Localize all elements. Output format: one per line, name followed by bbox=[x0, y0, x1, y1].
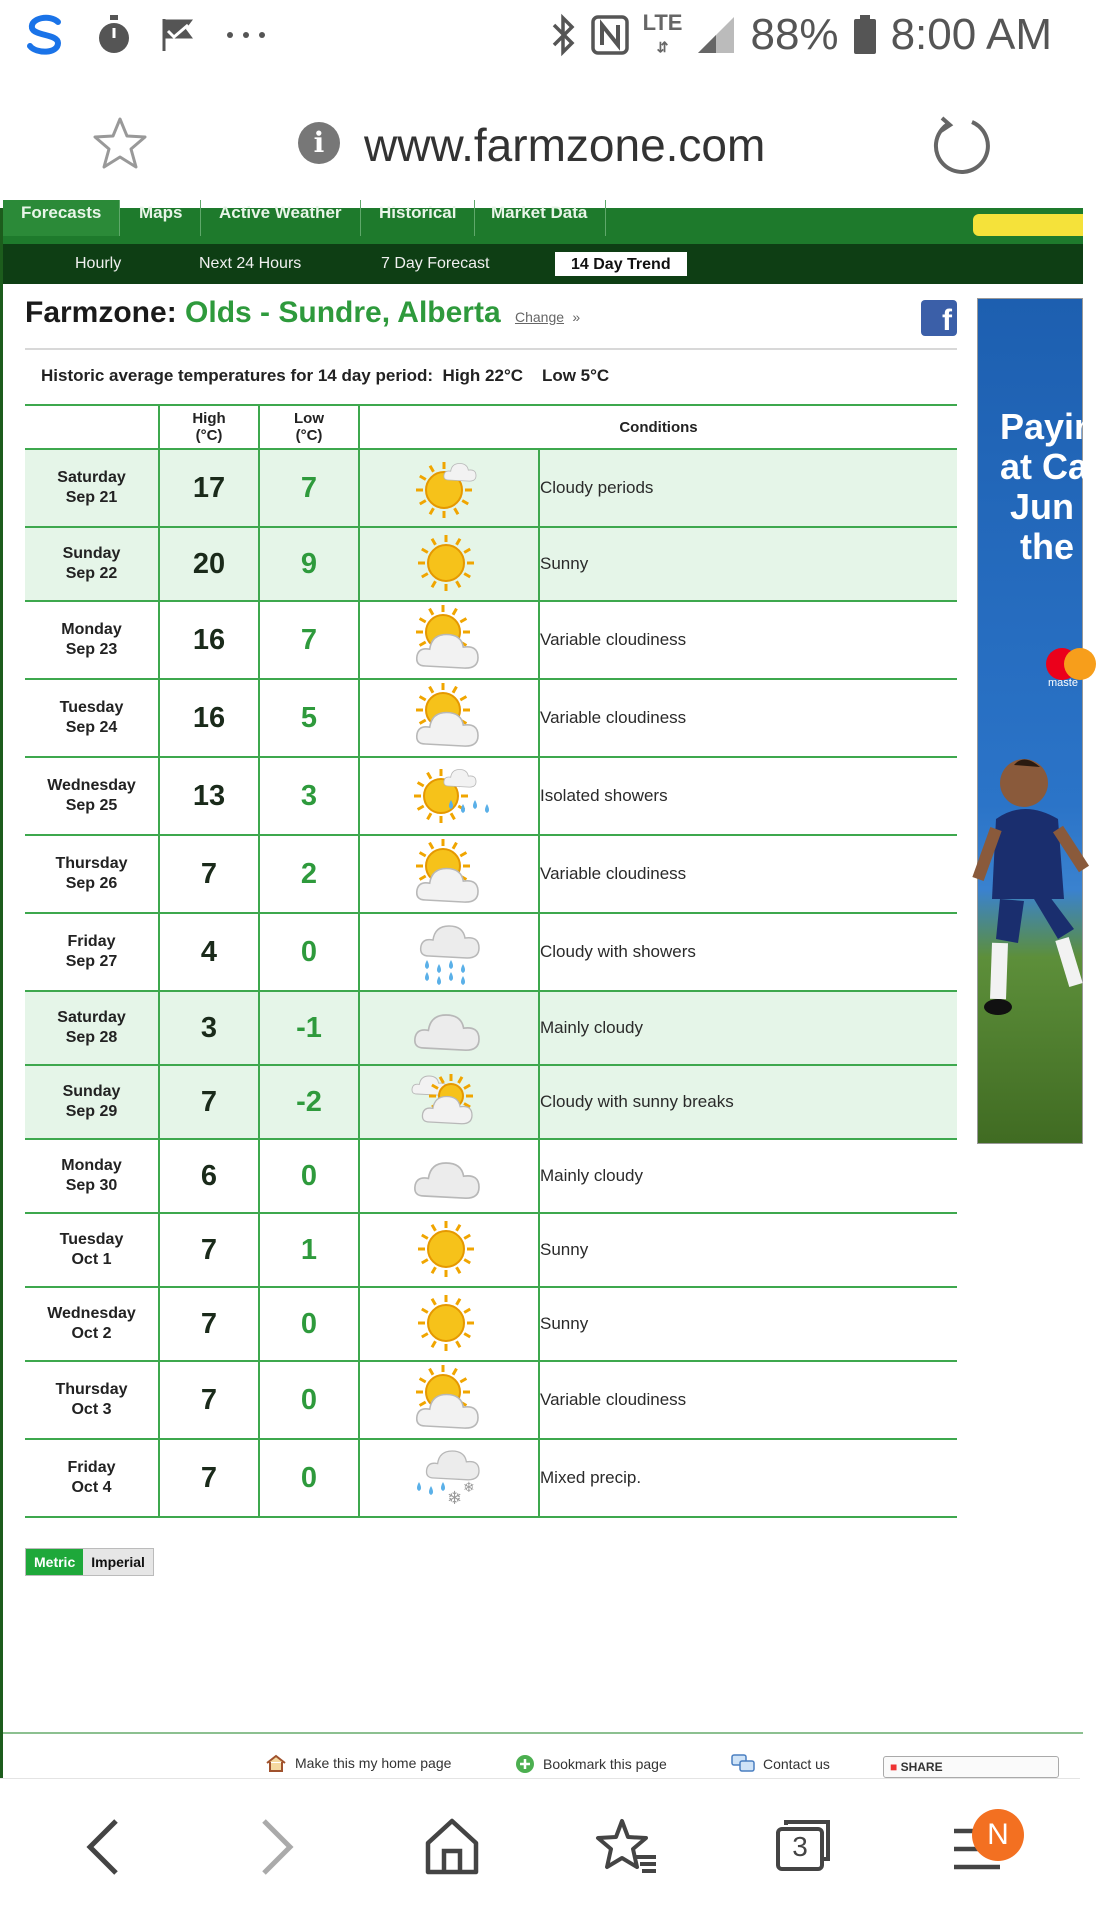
stopwatch-icon bbox=[96, 15, 132, 55]
sun-bigcloud-icon bbox=[359, 1361, 539, 1439]
low-temp: 0 bbox=[259, 1139, 359, 1213]
tab-14-day-trend[interactable]: 14 Day Trend bbox=[555, 252, 687, 276]
table-row bbox=[25, 835, 957, 913]
high-temp: 7 bbox=[159, 835, 259, 913]
high-temp: 16 bbox=[159, 679, 259, 757]
svg-text:❄: ❄ bbox=[447, 1488, 463, 1508]
cloud-icon bbox=[359, 991, 539, 1065]
conditions-text: Mainly cloudy bbox=[539, 1139, 957, 1213]
day-date: Sep 28 bbox=[65, 1029, 118, 1046]
site-name: Farmzone: bbox=[25, 296, 177, 329]
nav-market-data[interactable]: Market Data bbox=[473, 200, 606, 236]
unit-toggle bbox=[25, 1548, 154, 1576]
high-temp: 20 bbox=[159, 527, 259, 601]
day-cell bbox=[25, 1065, 159, 1139]
status-bar bbox=[0, 0, 1080, 78]
day-date: Sep 24 bbox=[65, 719, 118, 736]
day-cell bbox=[25, 835, 159, 913]
day-name: Thursday bbox=[55, 1381, 128, 1398]
home-page-link[interactable] bbox=[265, 1754, 451, 1772]
ad-line: Payin bbox=[1000, 406, 1096, 447]
day-cell bbox=[25, 601, 159, 679]
ad-line: at Ca bbox=[1000, 446, 1089, 487]
sun-bigcloud-icon bbox=[359, 601, 539, 679]
mixed-icon bbox=[359, 1439, 539, 1517]
day-date: Sep 25 bbox=[65, 797, 118, 814]
reload-icon[interactable] bbox=[928, 114, 992, 178]
high-temp: 4 bbox=[159, 913, 259, 991]
day-date: Sep 23 bbox=[65, 641, 118, 658]
conditions-text: Sunny bbox=[539, 1213, 957, 1287]
header-low-unit: (°C) bbox=[295, 427, 323, 444]
sun-bigcloud-icon bbox=[359, 835, 539, 913]
sun-bigcloud-icon bbox=[359, 679, 539, 757]
plus-circle-icon bbox=[515, 1754, 535, 1774]
conditions-text: Mainly cloudy bbox=[539, 991, 957, 1065]
low-temp: 7 bbox=[259, 449, 359, 527]
header-high bbox=[159, 405, 259, 449]
day-name: Tuesday bbox=[59, 699, 124, 716]
ad-line: the bbox=[1020, 526, 1074, 567]
high-temp: 16 bbox=[159, 601, 259, 679]
share-label: SHARE bbox=[900, 1760, 943, 1774]
historic-label: Historic average temperatures for 14 day period: bbox=[41, 366, 434, 385]
tab-7-day-forecast[interactable]: 7 Day Forecast bbox=[381, 255, 490, 272]
low-temp: -1 bbox=[259, 991, 359, 1065]
clock: 8:00 AM bbox=[890, 10, 1052, 59]
day-name: Friday bbox=[67, 933, 116, 950]
tab-hourly[interactable]: Hourly bbox=[75, 255, 122, 272]
day-date: Sep 29 bbox=[65, 1103, 118, 1120]
day-name: Wednesday bbox=[47, 1305, 136, 1322]
tabs-button[interactable] bbox=[774, 1819, 832, 1871]
header-low bbox=[259, 405, 359, 449]
nav-active-weather[interactable]: Active Weather bbox=[201, 200, 361, 236]
bookmark-star-icon[interactable] bbox=[92, 116, 148, 170]
profile-badge[interactable]: N bbox=[972, 1809, 1024, 1861]
day-cell bbox=[25, 527, 159, 601]
header-high-label: High bbox=[192, 410, 226, 427]
share-button[interactable]: ■ SHARE bbox=[883, 1756, 1059, 1778]
low-temp: 0 bbox=[259, 913, 359, 991]
high-temp: 17 bbox=[159, 449, 259, 527]
low-temp: 9 bbox=[259, 527, 359, 601]
header-high-unit: (°C) bbox=[195, 427, 223, 444]
secondary-nav bbox=[3, 244, 1083, 284]
cloud-icon bbox=[359, 1139, 539, 1213]
location-name: Olds - Sundre, Alberta bbox=[185, 296, 501, 329]
day-date: Sep 21 bbox=[65, 489, 118, 506]
tab-next-24-hours[interactable]: Next 24 Hours bbox=[199, 255, 302, 272]
forward-arrow-icon[interactable] bbox=[258, 1817, 298, 1877]
table-row bbox=[25, 991, 957, 1065]
conditions-text: Cloudy periods bbox=[539, 449, 957, 527]
web-page bbox=[0, 203, 1096, 1778]
signal-icon bbox=[696, 15, 736, 55]
day-cell bbox=[25, 449, 159, 527]
primary-nav bbox=[3, 203, 1083, 244]
high-temp: 7 bbox=[159, 1439, 259, 1517]
low-temp: 0 bbox=[259, 1361, 359, 1439]
low-temp: 0 bbox=[259, 1287, 359, 1361]
day-name: Monday bbox=[61, 621, 122, 638]
table-row bbox=[25, 1361, 957, 1439]
sun-cloud-icon bbox=[359, 449, 539, 527]
conditions-text: Sunny bbox=[539, 1287, 957, 1361]
conditions-text: Cloudy with showers bbox=[539, 913, 957, 991]
high-temp: 7 bbox=[159, 1065, 259, 1139]
conditions-text: Variable cloudiness bbox=[539, 679, 957, 757]
table-row bbox=[25, 1287, 957, 1361]
high-temp: 7 bbox=[159, 1213, 259, 1287]
day-date: Oct 1 bbox=[71, 1251, 112, 1268]
historic-averages bbox=[41, 366, 609, 386]
change-arrow: » bbox=[572, 309, 581, 325]
sun-rain-icon bbox=[359, 757, 539, 835]
network-label: LTE bbox=[642, 10, 683, 35]
soccer-kid-image bbox=[978, 749, 1084, 1145]
day-date: Oct 2 bbox=[71, 1325, 112, 1342]
battery-icon bbox=[853, 15, 877, 55]
ad-banner[interactable] bbox=[977, 298, 1096, 1144]
table-row bbox=[25, 1213, 957, 1287]
conditions-text: Cloudy with sunny breaks bbox=[539, 1065, 957, 1139]
forecast-table bbox=[25, 404, 957, 1518]
table-row bbox=[25, 527, 957, 601]
day-cell bbox=[25, 1287, 159, 1361]
forecast-rows bbox=[25, 449, 957, 1517]
sun-icon bbox=[359, 1213, 539, 1287]
low-temp: 3 bbox=[259, 757, 359, 835]
change-location-link[interactable]: Change bbox=[514, 309, 565, 325]
table-row bbox=[25, 913, 957, 991]
day-cell bbox=[25, 1213, 159, 1287]
day-name: Sunday bbox=[62, 545, 121, 562]
metric-button[interactable]: Metric bbox=[26, 1549, 83, 1575]
sun-icon bbox=[359, 1287, 539, 1361]
ad-brand: maste bbox=[1048, 677, 1078, 689]
table-row bbox=[25, 601, 957, 679]
header-conditions: Conditions bbox=[619, 418, 698, 436]
nav-historical[interactable]: Historical bbox=[361, 200, 475, 236]
conditions-text: Variable cloudiness bbox=[539, 601, 957, 679]
day-name: Saturday bbox=[57, 469, 126, 486]
yellow-tab[interactable] bbox=[973, 214, 1083, 236]
nav-maps[interactable]: Maps bbox=[121, 200, 201, 236]
svg-text:❄: ❄ bbox=[463, 1479, 475, 1495]
high-temp: 7 bbox=[159, 1361, 259, 1439]
mastercard-logo-icon bbox=[1046, 647, 1086, 681]
facebook-icon[interactable]: f bbox=[921, 300, 957, 336]
day-cell bbox=[25, 679, 159, 757]
table-row bbox=[25, 1065, 957, 1139]
day-date: Oct 4 bbox=[71, 1479, 112, 1496]
day-date: Sep 26 bbox=[65, 875, 118, 892]
table-header bbox=[25, 405, 957, 449]
day-name: Tuesday bbox=[59, 1231, 124, 1248]
cloud-sun-breaks-icon bbox=[359, 1065, 539, 1139]
home-icon[interactable] bbox=[424, 1817, 480, 1875]
s-app-icon bbox=[22, 12, 68, 58]
bookmarks-star-icon[interactable] bbox=[596, 1817, 658, 1875]
table-row bbox=[25, 679, 957, 757]
url-bar bbox=[0, 78, 1080, 208]
nav-forecasts[interactable]: Forecasts bbox=[3, 200, 120, 236]
high-temp: 6 bbox=[159, 1139, 259, 1213]
conditions-text: Isolated showers bbox=[539, 757, 957, 835]
day-name: Friday bbox=[67, 1459, 116, 1476]
table-row bbox=[25, 449, 957, 527]
contact-label: Contact us bbox=[763, 1756, 830, 1772]
low-temp: 1 bbox=[259, 1213, 359, 1287]
bluetooth-icon bbox=[551, 14, 577, 56]
ad-line: Jun bbox=[1010, 486, 1075, 527]
day-cell bbox=[25, 1139, 159, 1213]
url-field[interactable]: www.farmzone.com bbox=[364, 119, 766, 171]
day-cell bbox=[25, 1361, 159, 1439]
conditions-text: Sunny bbox=[539, 527, 957, 601]
back-arrow-icon[interactable] bbox=[82, 1817, 122, 1877]
table-row bbox=[25, 757, 957, 835]
high-temp: 13 bbox=[159, 757, 259, 835]
network-type: LTE ⇵ bbox=[642, 10, 683, 55]
day-name: Monday bbox=[61, 1157, 122, 1174]
day-cell bbox=[25, 991, 159, 1065]
day-cell bbox=[25, 913, 159, 991]
nfc-icon bbox=[591, 15, 629, 55]
more-dots-icon[interactable] bbox=[224, 29, 268, 41]
high-temp: 7 bbox=[159, 1287, 259, 1361]
header-low-label: Low bbox=[294, 410, 324, 427]
day-name: Wednesday bbox=[47, 777, 136, 794]
footer-divider bbox=[3, 1732, 1083, 1734]
day-cell bbox=[25, 1439, 159, 1517]
cloud-rain-icon bbox=[359, 913, 539, 991]
site-info-icon[interactable]: i bbox=[298, 122, 340, 164]
house-icon bbox=[265, 1754, 287, 1772]
day-name: Sunday bbox=[62, 1083, 121, 1100]
contact-link[interactable] bbox=[731, 1754, 830, 1774]
high-temp: 3 bbox=[159, 991, 259, 1065]
conditions-text: Variable cloudiness bbox=[539, 1361, 957, 1439]
low-temp: -2 bbox=[259, 1065, 359, 1139]
chat-bubbles-icon bbox=[731, 1754, 755, 1774]
low-temp: 2 bbox=[259, 835, 359, 913]
bookmark-label: Bookmark this page bbox=[543, 1756, 667, 1772]
conditions-text: Variable cloudiness bbox=[539, 835, 957, 913]
day-date: Sep 27 bbox=[65, 953, 118, 970]
historic-high: High 22°C bbox=[442, 366, 524, 385]
low-temp: 7 bbox=[259, 601, 359, 679]
historic-low: Low 5°C bbox=[541, 366, 610, 385]
low-temp: 0 bbox=[259, 1439, 359, 1517]
day-date: Sep 22 bbox=[65, 565, 118, 582]
day-date: Sep 30 bbox=[65, 1177, 118, 1194]
day-name: Saturday bbox=[57, 1009, 126, 1026]
bookmark-link[interactable] bbox=[515, 1754, 667, 1774]
day-date: Oct 3 bbox=[71, 1401, 112, 1418]
table-row bbox=[25, 1439, 957, 1517]
check-flag-icon bbox=[160, 17, 196, 53]
imperial-button[interactable]: Imperial bbox=[83, 1549, 153, 1575]
conditions-text: Mixed precip. bbox=[539, 1439, 957, 1517]
battery-percent: 88% bbox=[750, 10, 839, 59]
tabs-count: 3 bbox=[792, 1831, 808, 1862]
home-page-label: Make this my home page bbox=[295, 1755, 452, 1771]
ad-headline bbox=[1000, 407, 1096, 567]
divider bbox=[25, 348, 957, 350]
header-day bbox=[25, 405, 159, 449]
page-title bbox=[25, 296, 580, 330]
low-temp: 5 bbox=[259, 679, 359, 757]
day-name: Thursday bbox=[55, 855, 128, 872]
bottom-nav bbox=[0, 1778, 1080, 1920]
day-cell bbox=[25, 757, 159, 835]
table-row bbox=[25, 1139, 957, 1213]
sun-icon bbox=[359, 527, 539, 601]
